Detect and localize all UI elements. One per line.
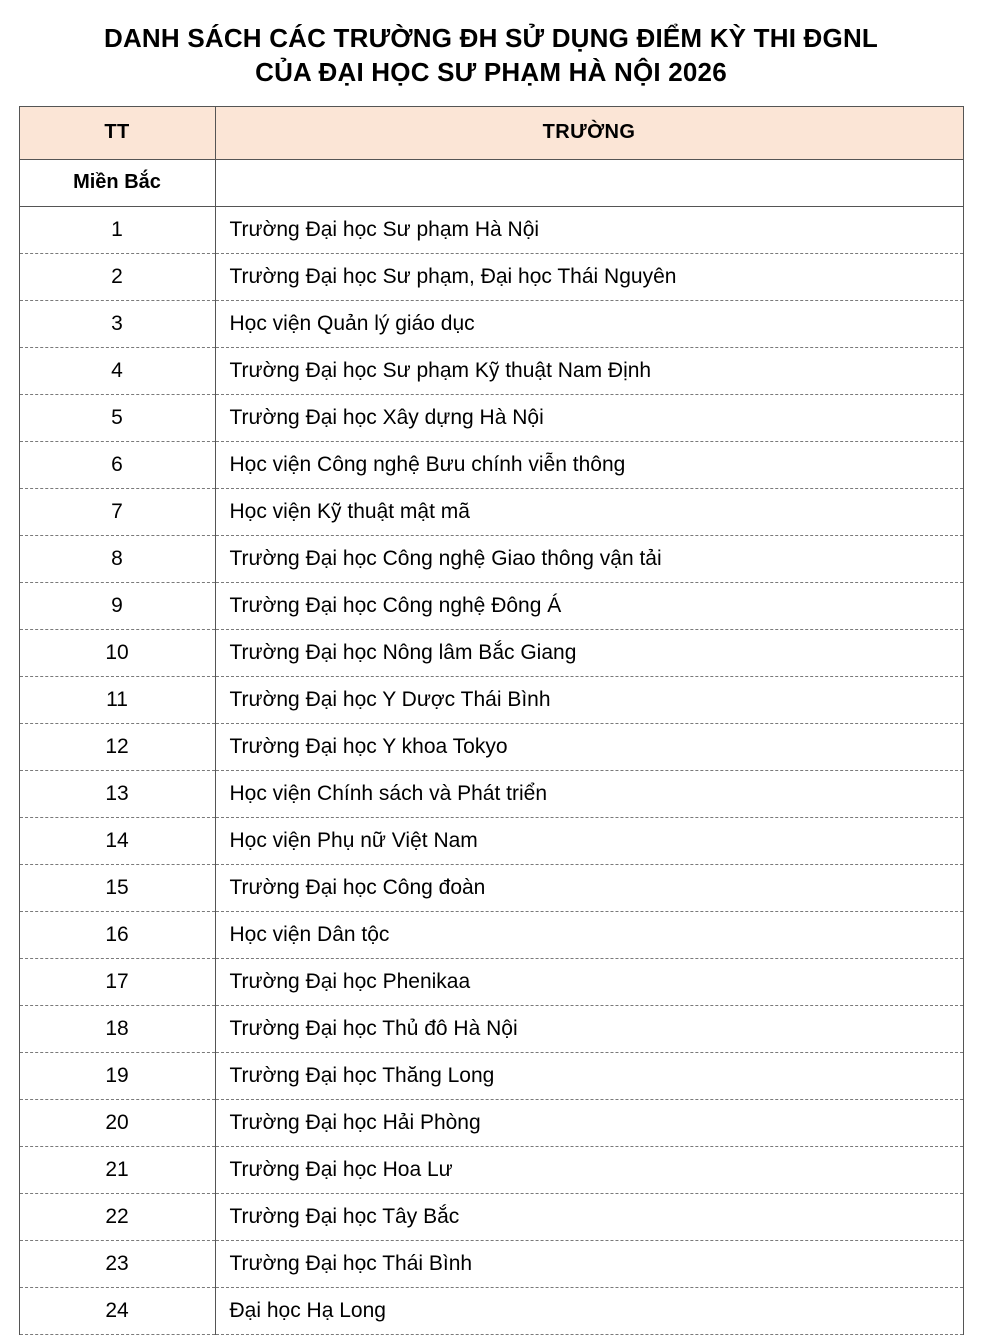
row-index-cell: 20 <box>19 1099 215 1146</box>
row-university-cell: Trường Đại học Tây Bắc <box>215 1193 963 1240</box>
row-index-cell: 9 <box>19 582 215 629</box>
row-index-cell: 17 <box>19 958 215 1005</box>
table-row <box>19 723 963 770</box>
row-university-cell: Học viện Chính sách và Phát triển <box>215 770 963 817</box>
row-university-cell: Học viện Kỹ thuật mật mã <box>215 488 963 535</box>
table-row <box>19 864 963 911</box>
row-index-cell: 14 <box>19 817 215 864</box>
row-index-cell: 3 <box>19 300 215 347</box>
row-university-cell: Học viện Dân tộc <box>215 911 963 958</box>
row-index-cell: 8 <box>19 535 215 582</box>
table-row <box>19 770 963 817</box>
table-row <box>19 488 963 535</box>
row-university-cell: Học viện Quản lý giáo dục <box>215 300 963 347</box>
row-index-cell: 23 <box>19 1240 215 1287</box>
row-index-cell: 6 <box>19 441 215 488</box>
university-list-table <box>19 106 964 1335</box>
row-university-cell: Học viện Công nghệ Bưu chính viễn thông <box>215 441 963 488</box>
row-university-cell: Trường Đại học Nông lâm Bắc Giang <box>215 629 963 676</box>
table-row <box>19 300 963 347</box>
table-row <box>19 1146 963 1193</box>
row-index-cell: 24 <box>19 1287 215 1334</box>
row-index-cell: 19 <box>19 1052 215 1099</box>
row-index-cell: 16 <box>19 911 215 958</box>
table-row <box>19 1240 963 1287</box>
table-section-row <box>19 159 963 206</box>
section-label: Miền Bắc <box>19 159 215 206</box>
row-index-cell: 21 <box>19 1146 215 1193</box>
row-university-cell: Trường Đại học Xây dựng Hà Nội <box>215 394 963 441</box>
row-index-cell: 22 <box>19 1193 215 1240</box>
table-row <box>19 1287 963 1334</box>
page-title-line-2: CỦA ĐẠI HỌC SƯ PHẠM HÀ NỘI 2026 <box>255 56 727 87</box>
row-university-cell: Trường Đại học Công nghệ Giao thông vận tải <box>215 535 963 582</box>
row-university-cell: Trường Đại học Y Dược Thái Bình <box>215 676 963 723</box>
table-row <box>19 394 963 441</box>
table-row <box>19 253 963 300</box>
row-index-cell: 11 <box>19 676 215 723</box>
row-index-cell: 4 <box>19 347 215 394</box>
table-header <box>19 106 963 159</box>
row-index-cell: 12 <box>19 723 215 770</box>
row-index-cell: 15 <box>19 864 215 911</box>
row-university-cell: Trường Đại học Hải Phòng <box>215 1099 963 1146</box>
row-university-cell: Trường Đại học Sư phạm Hà Nội <box>215 206 963 253</box>
row-university-cell: Trường Đại học Công nghệ Đông Á <box>215 582 963 629</box>
column-header-truong: TRƯỜNG <box>215 106 963 159</box>
row-index-cell: 13 <box>19 770 215 817</box>
row-index-cell: 7 <box>19 488 215 535</box>
row-index-cell: 18 <box>19 1005 215 1052</box>
row-university-cell: Trường Đại học Thủ đô Hà Nội <box>215 1005 963 1052</box>
row-university-cell: Trường Đại học Hoa Lư <box>215 1146 963 1193</box>
row-index-cell: 1 <box>19 206 215 253</box>
row-index-cell: 2 <box>19 253 215 300</box>
row-university-cell: Học viện Phụ nữ Việt Nam <box>215 817 963 864</box>
table-row <box>19 347 963 394</box>
table-row <box>19 1193 963 1240</box>
table-row <box>19 1099 963 1146</box>
table-row <box>19 1005 963 1052</box>
column-header-tt: TT <box>19 106 215 159</box>
row-index-cell: 10 <box>19 629 215 676</box>
table-row <box>19 817 963 864</box>
table-row <box>19 206 963 253</box>
row-university-cell: Trường Đại học Thái Bình <box>215 1240 963 1287</box>
row-university-cell: Trường Đại học Công đoàn <box>215 864 963 911</box>
row-university-cell: Trường Đại học Y khoa Tokyo <box>215 723 963 770</box>
page-title-line-1: DANH SÁCH CÁC TRƯỜNG ĐH SỬ DỤNG ĐIỂM KỲ THI ĐGNL <box>103 23 879 53</box>
table-row <box>19 441 963 488</box>
table-row <box>19 676 963 723</box>
table-header-row <box>19 106 963 159</box>
row-university-cell: Trường Đại học Sư phạm, Đại học Thái Nguyên <box>215 253 963 300</box>
row-university-cell: Đại học Hạ Long <box>215 1287 963 1334</box>
table-row <box>19 958 963 1005</box>
table-row <box>19 535 963 582</box>
table-row <box>19 911 963 958</box>
row-index-cell: 5 <box>19 394 215 441</box>
table-row <box>19 629 963 676</box>
row-university-cell: Trường Đại học Thăng Long <box>215 1052 963 1099</box>
page-title <box>28 22 954 90</box>
table-row <box>19 1052 963 1099</box>
section-empty-cell <box>215 159 963 206</box>
table-body <box>19 159 963 1334</box>
row-university-cell: Trường Đại học Phenikaa <box>215 958 963 1005</box>
row-university-cell: Trường Đại học Sư phạm Kỹ thuật Nam Định <box>215 347 963 394</box>
table-row <box>19 582 963 629</box>
